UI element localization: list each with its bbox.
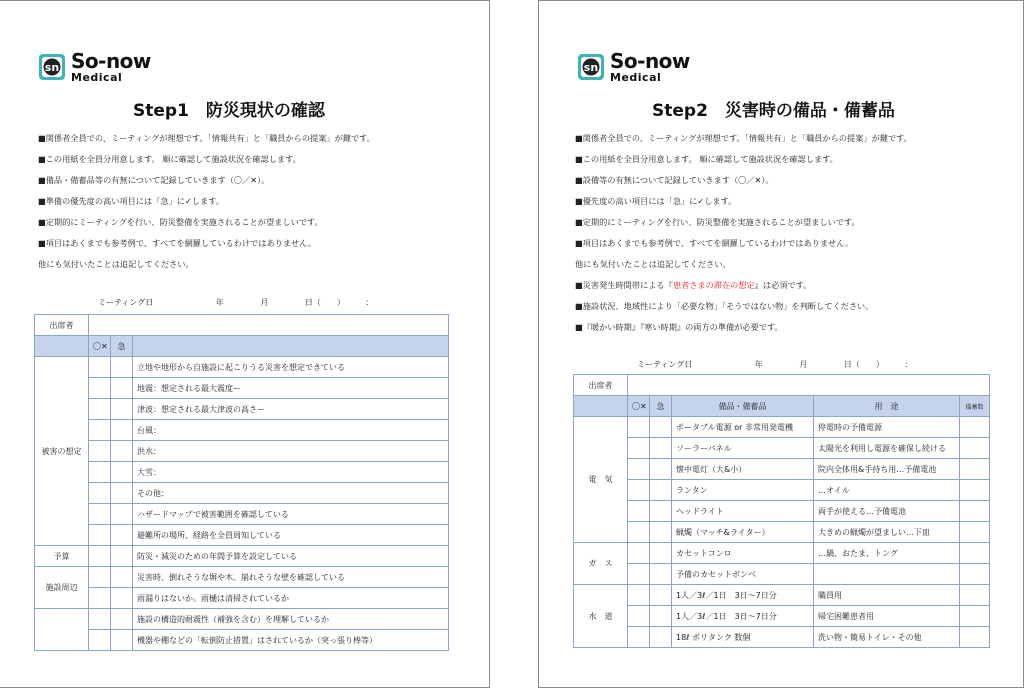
- meeting-month: 月: [799, 360, 808, 369]
- supply-use: 院内全体用&手持ち用…予備電池: [814, 459, 960, 480]
- supply-use: 両手が使える…予備電池: [814, 501, 960, 522]
- table-row: [35, 462, 449, 483]
- table-row: [35, 609, 449, 630]
- table-row: [574, 543, 990, 564]
- instruction-item: ■優先度の高い項目には「急」に✓します。: [575, 196, 737, 206]
- urgent-cell[interactable]: [650, 480, 672, 501]
- check-item: 台風：: [133, 420, 449, 441]
- meeting-day: 日（ ）: [843, 360, 884, 369]
- ox-cell[interactable]: [89, 378, 111, 399]
- check-item: 防災・減災のための年間予算を設定している: [133, 546, 449, 567]
- header-urgent: 急: [650, 396, 672, 417]
- instruction-item: 他にも気付いたことは追記してください。: [575, 259, 731, 269]
- ox-cell[interactable]: [89, 546, 111, 567]
- instruction-item: ■備品・備蓄品等の有無について記録していきます（〇／✕）。: [38, 175, 270, 185]
- supply-use: 太陽光を利用し電源を確保し続ける: [814, 438, 960, 459]
- urgent-cell[interactable]: [111, 399, 133, 420]
- logo-mark-icon: [38, 53, 66, 81]
- instruction-item: ■項目はあくまでも参考例で、すべてを網羅しているわけではありません。: [38, 238, 317, 248]
- logo-mark-icon: [577, 53, 605, 81]
- check-item: 地震：想定される最大震度ー: [133, 378, 449, 399]
- brand-sub: Medical: [610, 71, 662, 84]
- meeting-day: 日（ ）: [304, 298, 345, 307]
- check-item: 大雪：: [133, 462, 449, 483]
- brand-logo: [38, 51, 151, 83]
- instruction-item: ■準備の優先度の高い項目には「急」に✓します。: [38, 196, 224, 206]
- supply-item: 蝋燭（マッチ&ライター）: [672, 522, 814, 543]
- table-row: [574, 480, 990, 501]
- qty-cell[interactable]: [960, 564, 990, 585]
- instruction-item: ■定期的にミーティングを行い、防災整備を実施されることが望ましいです。: [38, 217, 323, 227]
- urgent-cell[interactable]: [650, 564, 672, 585]
- ox-cell[interactable]: [89, 609, 111, 630]
- instruction-item: ■設備等の有無について記録していきます（〇／✕）。: [575, 175, 774, 185]
- urgent-cell[interactable]: [650, 585, 672, 606]
- urgent-cell[interactable]: [111, 504, 133, 525]
- urgent-cell[interactable]: [111, 588, 133, 609]
- table-row: [35, 441, 449, 462]
- supply-item: ヘッドライト: [672, 501, 814, 522]
- table-row: [574, 585, 990, 606]
- ox-cell[interactable]: [89, 504, 111, 525]
- urgent-cell[interactable]: [650, 438, 672, 459]
- urgent-cell[interactable]: [111, 462, 133, 483]
- table-row: [574, 606, 990, 627]
- supply-use: …鍋、おたま、トング: [814, 543, 960, 564]
- instruction-item: ■定期的にミーティングを行い、防災整備を実施されることが望ましいです。: [575, 217, 860, 227]
- meeting-year: 年: [215, 298, 224, 307]
- check-item: ハザードマップで被害範囲を確認している: [133, 504, 449, 525]
- urgent-cell[interactable]: [111, 630, 133, 651]
- supply-item: 懐中電灯（大&小）: [672, 459, 814, 480]
- table-row: [574, 564, 990, 585]
- ox-cell[interactable]: [628, 417, 650, 438]
- urgent-cell[interactable]: [650, 627, 672, 648]
- page-title: Step1 防災現状の確認: [133, 101, 325, 121]
- svg-text:sn: sn: [44, 61, 60, 74]
- brand-name: So-now: [610, 49, 690, 73]
- ox-cell[interactable]: [628, 627, 650, 648]
- table-row: [35, 399, 449, 420]
- urgent-cell[interactable]: [111, 525, 133, 546]
- table-row: [35, 525, 449, 546]
- ox-cell[interactable]: [628, 543, 650, 564]
- attendees-row: [574, 375, 990, 396]
- qty-cell[interactable]: [960, 585, 990, 606]
- table-row: [574, 417, 990, 438]
- table-row: [35, 420, 449, 441]
- table-row: [35, 357, 449, 378]
- instruction-item: 他にも気付いたことは追記してください。: [38, 259, 194, 269]
- table-row: [35, 504, 449, 525]
- ox-cell[interactable]: [89, 630, 111, 651]
- qty-cell[interactable]: [960, 606, 990, 627]
- table-header-row: [35, 336, 449, 357]
- urgent-cell[interactable]: [650, 522, 672, 543]
- instruction-list: [38, 128, 375, 275]
- check-item: 洪水：: [133, 441, 449, 462]
- table-row: [574, 459, 990, 480]
- check-item: 機器や棚などの「転倒防止措置」はされているか（突っ張り棒等）: [133, 630, 449, 651]
- category-label: 被害の想定: [35, 357, 89, 546]
- category-label: 水 道: [574, 585, 628, 648]
- category-label: [35, 609, 89, 651]
- check-item: 立地や地形から自施設に起こりうる災害を想定できている: [133, 357, 449, 378]
- supply-item: 予備のカセットボンベ: [672, 564, 814, 585]
- urgent-cell[interactable]: [650, 459, 672, 480]
- ox-cell[interactable]: [628, 501, 650, 522]
- urgent-cell[interactable]: [111, 378, 133, 399]
- table-row: [35, 567, 449, 588]
- supply-use: 職員用: [814, 585, 960, 606]
- supply-item: ソーラーパネル: [672, 438, 814, 459]
- ox-cell[interactable]: [89, 399, 111, 420]
- header-ox: 〇✕: [628, 396, 650, 417]
- ox-cell[interactable]: [628, 438, 650, 459]
- attendees-row: [35, 315, 449, 336]
- urgent-cell[interactable]: [111, 483, 133, 504]
- table-row: [574, 627, 990, 648]
- check-item: 災害時、倒れそうな塀や木、崩れそうな壁を確認している: [133, 567, 449, 588]
- header-category: [574, 396, 628, 417]
- urgent-cell[interactable]: [650, 417, 672, 438]
- meeting-label: ミーティング日: [98, 298, 154, 307]
- table-row: [35, 546, 449, 567]
- table-row: [35, 378, 449, 399]
- urgent-cell[interactable]: [650, 606, 672, 627]
- check-item: 津波：想定される最大津波の高さー: [133, 399, 449, 420]
- table-row: [35, 630, 449, 651]
- attendees-field[interactable]: [89, 315, 449, 336]
- urgent-cell[interactable]: [111, 567, 133, 588]
- ox-cell[interactable]: [89, 567, 111, 588]
- instruction-item: ■関係者全員での、ミーティングが理想です。「情報共有」と「職員からの提案」が鍵です。: [38, 133, 375, 143]
- table-row: [35, 588, 449, 609]
- check-item: 避難所の場所、経路を全員周知している: [133, 525, 449, 546]
- table-header-row: [574, 396, 990, 417]
- qty-cell[interactable]: [960, 501, 990, 522]
- qty-cell[interactable]: [960, 627, 990, 648]
- ox-cell[interactable]: [628, 606, 650, 627]
- qty-cell[interactable]: [960, 522, 990, 543]
- qty-cell[interactable]: [960, 480, 990, 501]
- urgent-cell[interactable]: [650, 543, 672, 564]
- table-row: [574, 438, 990, 459]
- supply-item: 1人／3ℓ／1日 3日〜7日分: [672, 606, 814, 627]
- meeting-date-line: [98, 297, 373, 308]
- ox-cell[interactable]: [89, 441, 111, 462]
- supply-item: 18ℓ ポリタンク 数個: [672, 627, 814, 648]
- header-use: 用 途: [814, 396, 960, 417]
- meeting-month: 月: [260, 298, 269, 307]
- category-label: 電 気: [574, 417, 628, 543]
- brand-name: So-now: [71, 49, 151, 73]
- check-item: その他：: [133, 483, 449, 504]
- instruction-item: ■この用紙を全員分用意します。 順に確認して施設状況を確認します。: [575, 154, 838, 164]
- ox-cell[interactable]: [628, 564, 650, 585]
- meeting-year: 年: [754, 360, 763, 369]
- meeting-colon: ：: [365, 298, 374, 307]
- supply-use: 帰宅困難患者用: [814, 606, 960, 627]
- urgent-cell[interactable]: [111, 546, 133, 567]
- ox-cell[interactable]: [628, 480, 650, 501]
- supply-use: 大きめの蝋燭が望ましい…下皿: [814, 522, 960, 543]
- ox-cell[interactable]: [89, 462, 111, 483]
- supply-item: ポータブル電源 or 非常用発電機: [672, 417, 814, 438]
- table-row: [574, 501, 990, 522]
- category-label: 予算: [35, 546, 89, 567]
- ox-cell[interactable]: [628, 459, 650, 480]
- header-qty: 備蓄数: [960, 396, 990, 417]
- table-row: [574, 522, 990, 543]
- ox-cell[interactable]: [628, 585, 650, 606]
- qty-cell[interactable]: [960, 543, 990, 564]
- ox-cell[interactable]: [89, 420, 111, 441]
- required-pre: ■災害発生時間帯による『: [575, 280, 673, 290]
- ox-cell[interactable]: [89, 525, 111, 546]
- instruction-item: ■関係者全員での、ミーティングが理想です。「情報共有」と「職員からの提案」が鍵です。: [575, 133, 912, 143]
- required-highlight: 患者さまの滞在の想定: [672, 280, 755, 290]
- instruction-item: ■『暖かい時期』『寒い時期』の両方の準備が必要です。: [575, 322, 783, 332]
- instruction-item: ■項目はあくまでも参考例で、すべてを網羅しているわけではありません。: [575, 238, 854, 248]
- qty-cell[interactable]: [960, 438, 990, 459]
- attendees-label: 出席者: [35, 315, 89, 336]
- brand-sub: Medical: [71, 71, 123, 84]
- ox-cell[interactable]: [628, 522, 650, 543]
- meeting-date-line: [637, 359, 912, 370]
- urgent-cell[interactable]: [111, 609, 133, 630]
- check-item: 雨漏りはないか。雨樋は清掃されているか: [133, 588, 449, 609]
- meeting-colon: ：: [904, 360, 913, 369]
- supply-item: ランタン: [672, 480, 814, 501]
- svg-text:sn: sn: [583, 61, 599, 74]
- check-item: 施設の構造的耐震性（補強を含む）を理解しているか: [133, 609, 449, 630]
- required-post: 』は必須です。: [754, 280, 812, 290]
- category-label: ガ ス: [574, 543, 628, 585]
- table-row: [35, 483, 449, 504]
- ox-cell[interactable]: [89, 483, 111, 504]
- supply-item: カセットコンロ: [672, 543, 814, 564]
- urgent-cell[interactable]: [650, 501, 672, 522]
- urgent-cell[interactable]: [111, 357, 133, 378]
- checklist-table: [34, 314, 449, 651]
- page-title: Step2 災害時の備品・備蓄品: [652, 101, 895, 121]
- supply-item: 1人／3ℓ／1日 3日〜7日分: [672, 585, 814, 606]
- header-urgent: 急: [111, 336, 133, 357]
- ox-cell[interactable]: [89, 588, 111, 609]
- header-category: [35, 336, 89, 357]
- qty-cell[interactable]: [960, 417, 990, 438]
- urgent-cell[interactable]: [111, 420, 133, 441]
- instruction-item: ■この用紙を全員分用意します。 順に確認して施設状況を確認します。: [38, 154, 301, 164]
- meeting-label: ミーティング日: [637, 360, 693, 369]
- instruction-list: [575, 128, 912, 338]
- supply-use: [814, 564, 960, 585]
- supplies-table: [573, 374, 990, 648]
- attendees-field[interactable]: [628, 375, 990, 396]
- urgent-cell[interactable]: [111, 441, 133, 462]
- attendees-label: 出席者: [574, 375, 628, 396]
- ox-cell[interactable]: [89, 357, 111, 378]
- qty-cell[interactable]: [960, 459, 990, 480]
- header-item: [133, 336, 449, 357]
- category-label: 施設周辺: [35, 567, 89, 609]
- brand-logo: [577, 51, 690, 83]
- supply-use: 停電時の予備電源: [814, 417, 960, 438]
- page-step1: [0, 0, 490, 688]
- supply-use: …オイル: [814, 480, 960, 501]
- instruction-item: ■施設状況、地域性により「必要な物」「そうではない物」を判断してください。: [575, 301, 874, 311]
- supply-use: 洗い物・簡易トイレ・その他: [814, 627, 960, 648]
- instruction-item-required: [575, 275, 912, 296]
- header-item: 備品・備蓄品: [672, 396, 814, 417]
- page-step2: [538, 0, 1024, 688]
- header-ox: 〇✕: [89, 336, 111, 357]
